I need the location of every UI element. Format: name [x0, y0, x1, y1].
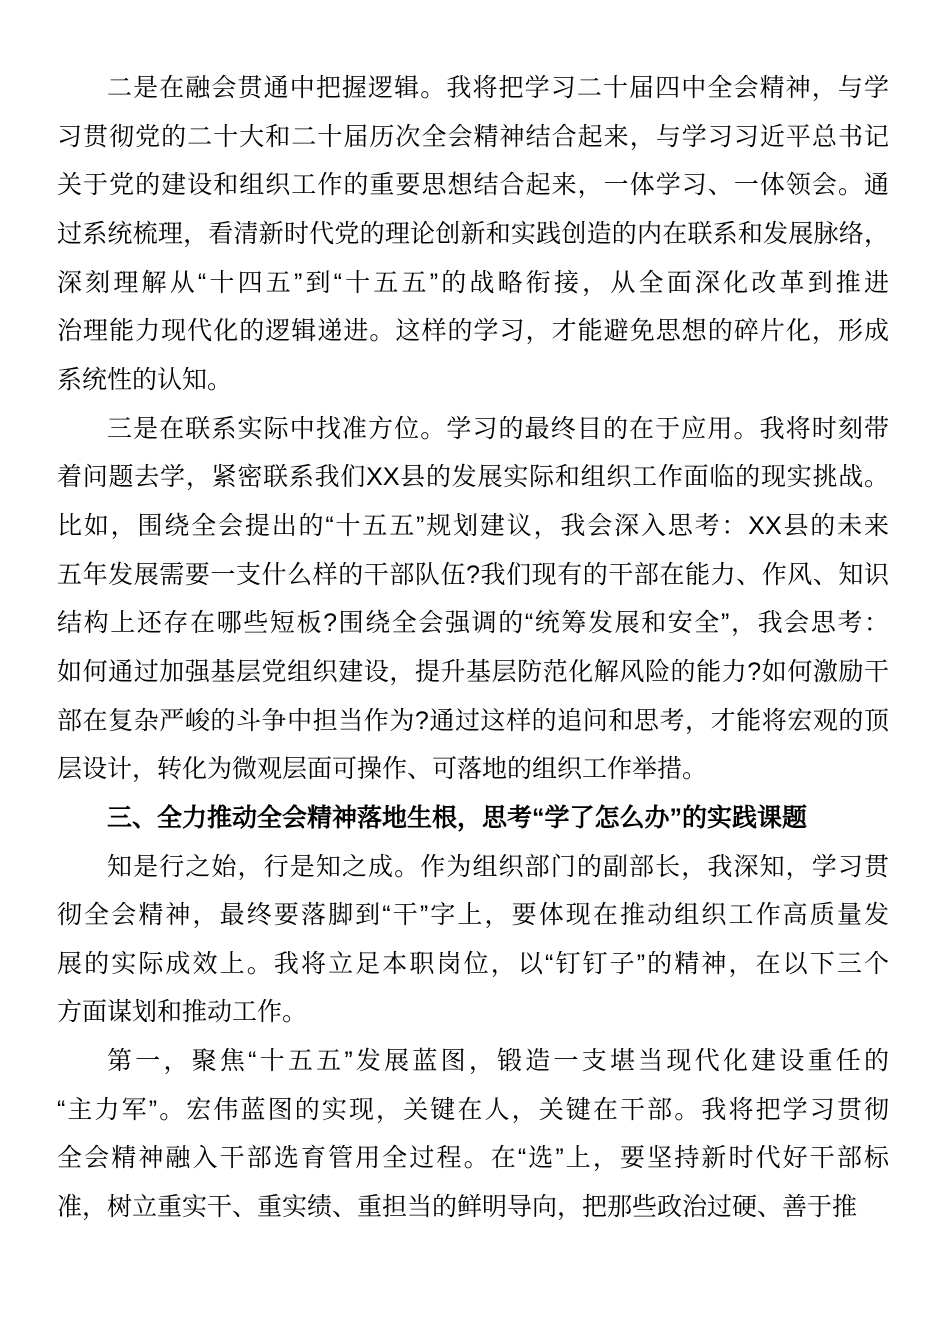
text-line: 深刻理解从“十四五”到“十五五”的战略衔接，从全面深化改革到推进 — [57, 268, 889, 297]
text-line: 第一，聚焦“十五五”发展蓝图，锻造一支堪当现代化建设重任的 — [107, 1047, 889, 1076]
text-line: 部在复杂严峻的斗争中担当作为?通过这样的追问和思考，才能将宏观的顶 — [57, 706, 889, 735]
text-line: 着问题去学，紧密联系我们XX县的发展实际和组织工作面临的现实挑战。 — [57, 463, 889, 492]
text-line: 层设计，转化为微观层面可操作、可落地的组织工作举措。 — [57, 755, 708, 784]
text-line: 准，树立重实干、重实绩、重担当的鲜明导向，把那些政治过硬、善于推 — [57, 1193, 858, 1222]
text-line: 二是在融会贯通中把握逻辑。我将把学习二十届四中全会精神，与学 — [107, 74, 889, 102]
text-line: 展的实际成效上。我将立足本职岗位，以“钉钉子”的精神，在以下三个 — [57, 949, 889, 978]
text-line: 彻全会精神，最终要落脚到“干”字上，要体现在推动组织工作高质量发 — [57, 901, 889, 930]
text-line: 知是行之始，行是知之成。作为组织部门的副部长，我深知，学习贯 — [107, 852, 889, 881]
document-page — [57, 64, 889, 1232]
text-line: 五年发展需要一支什么样的干部队伍?我们现有的干部在能力、作风、知识 — [57, 560, 889, 589]
text-line: 关于党的建设和组织工作的重要思想结合起来，一体学习、一体领会。通 — [57, 171, 889, 200]
text-line: 全会精神融入干部选育管用全过程。在“选”上，要坚持新时代好干部标 — [57, 1144, 889, 1173]
text-line: 习贯彻党的二十大和二十届历次全会精神结合起来，与学习习近平总书记 — [57, 122, 889, 151]
text-line: 比如，围绕全会提出的“十五五”规划建议，我会深入思考：XX县的未来 — [57, 511, 889, 540]
heading-line: 三、全力推动全会精神落地生根，思考“学了怎么办”的实践课题 — [107, 803, 808, 832]
text-line: 如何通过加强基层党组织建设，提升基层防范化解风险的能力?如何激励干 — [57, 657, 889, 686]
text-line: 治理能力现代化的逻辑递进。这样的学习，才能避免思想的碎片化，形成 — [57, 317, 889, 346]
text-line: 结构上还存在哪些短板?围绕全会强调的“统筹发展和安全”，我会思考： — [57, 609, 889, 638]
text-line: 方面谋划和推动工作。 — [57, 998, 308, 1027]
text-line: 过系统梳理，看清新时代党的理论创新和实践创造的内在联系和发展脉络， — [57, 219, 889, 248]
text-line: 系统性的认知。 — [57, 365, 233, 394]
text-line: 三是在联系实际中找准方位。学习的最终目的在于应用。我将时刻带 — [107, 414, 889, 443]
text-line: “主力军”。宏伟蓝图的实现，关键在人，关键在干部。我将把学习贯彻 — [57, 1095, 889, 1124]
